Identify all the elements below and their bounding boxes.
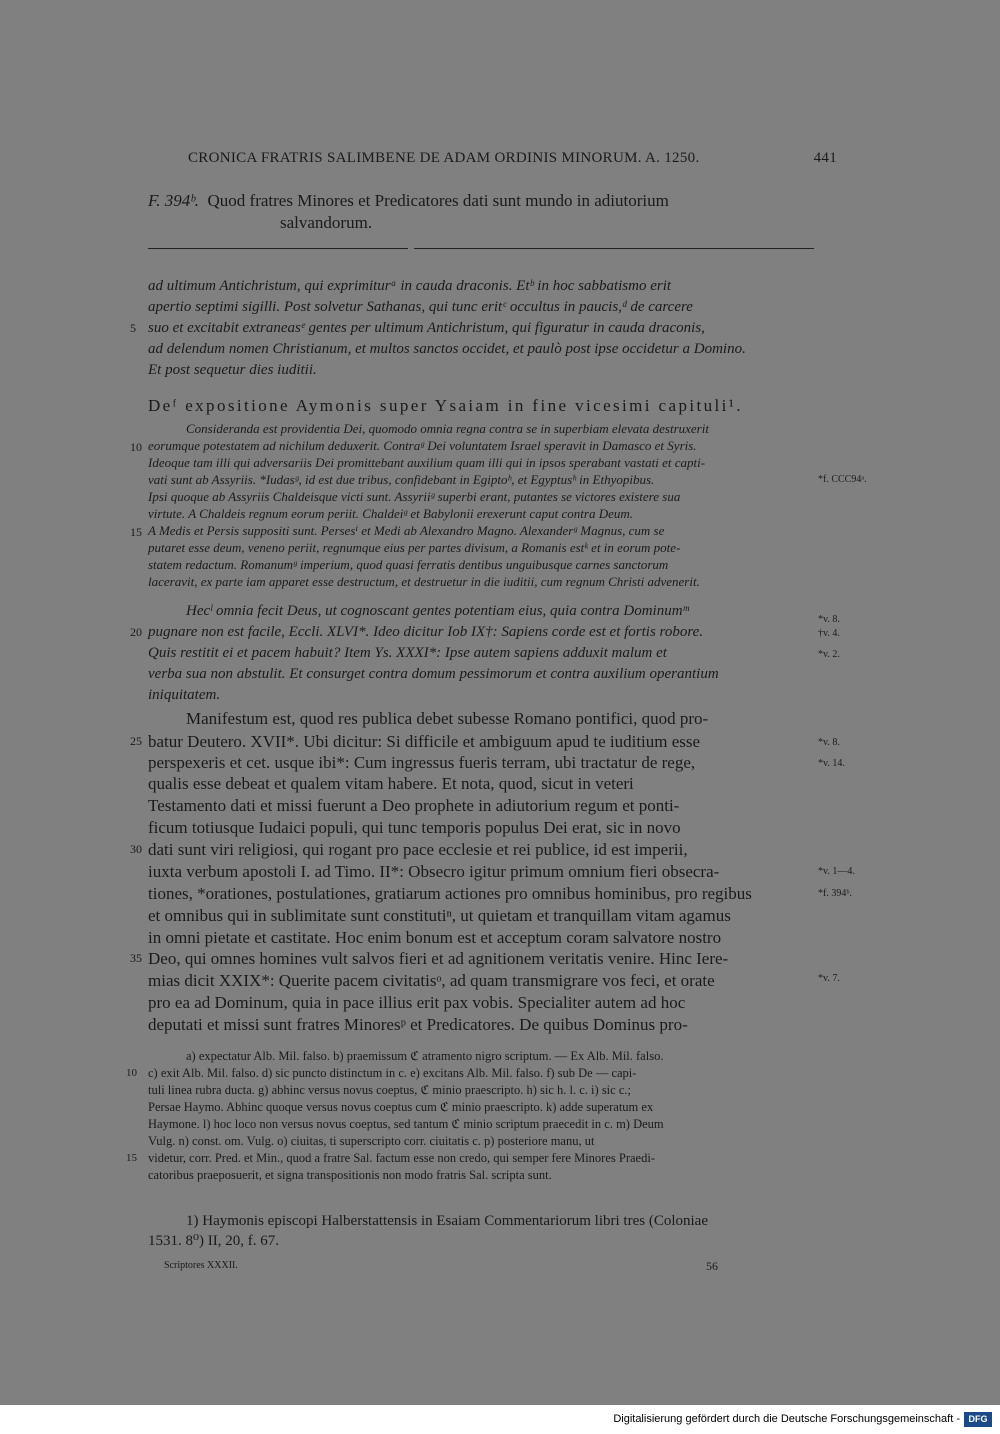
para2-line: batur Deutero. XVII*. Ubi dicitur: Si difficile et ambiguum apud te iuditium esse xyxy=(148,732,701,751)
body-line: suo et excitabit extraneasᵉ gentes per ultimum Antichristum, qui figuratur in cauda draconis, xyxy=(148,320,705,336)
line-number: 20 xyxy=(130,625,142,639)
apparatus-line: Haymone. l) hoc loco non versus novus coeptus, sed tantum ℭ minio scriptum praecedit in c. m) Deum xyxy=(148,1117,664,1131)
line-number: 10 xyxy=(130,440,142,454)
para2-line: tiones, *orationes, postulationes, gratiarum actiones pro omnibus hominibus, pro regibus xyxy=(148,884,752,903)
section-title-line1: Quod fratres Minores et Predicatores dati sunt mundo in adiutorium xyxy=(207,191,669,210)
apparatus-line: Persae Haymo. Abhinc quoque versus novus coeptus cum ℭ minio praescripto. k) adde superatum ex xyxy=(148,1100,654,1114)
para2-line: perspexeris et cet. usque ibi*: Cum ingressus fueris terram, ubi tractatur de rege, xyxy=(148,753,696,772)
body-line: ad ultimum Antichristum, qui exprimiturᵃ in cauda draconis. Etᵇ in hoc sabbatismo erit xyxy=(148,278,672,294)
apparatus-line: Vulg. n) const. om. Vulg. o) ciuitas, ti superscripto corr. ciuitatis c. p) posteriore manu, ut xyxy=(148,1134,595,1148)
funding-credit: Digitalisierung gefördert durch die Deutsche Forschungsgemeinschaft - xyxy=(613,1413,960,1425)
apparatus-line: c) exit Alb. Mil. falso. d) sic puncto distinctum in c. e) excitans Alb. Mil. falso. f) sub De — capi- xyxy=(148,1066,637,1080)
margin-ref: *v. 7. xyxy=(818,973,840,984)
line-number: 25 xyxy=(130,734,142,748)
quote-line: eorumque potestatem ad nichilum deduxerit. Contraᵍ Dei voluntatem Israel speravit in Damasco et Syris. xyxy=(148,438,697,453)
sub-heading: Deᶠ expositione Aymonis super Ysaiam in fine vicesimi capituli¹. xyxy=(148,396,743,415)
section-title xyxy=(148,190,669,211)
sheet-number: 56 xyxy=(706,1259,718,1273)
apparatus-line: videtur, corr. Pred. et Min., quod a fratre Sal. factum esse non credo, qui semper fere Minores Praedi- xyxy=(148,1151,655,1165)
apparatus-line: a) expectatur Alb. Mil. falso. b) praemissum ℭ atramento nigro scriptum. — Ex Alb. Mil. falso. xyxy=(186,1049,664,1063)
quote-line: laceravit, ex parte iam apparet esse destructum, et destruetur in die iuditii, cum regnum Christi advenerit. xyxy=(148,574,700,589)
line-number: 10 xyxy=(126,1067,137,1079)
line-number: 15 xyxy=(126,1152,137,1164)
divider-left xyxy=(148,248,408,249)
para1-line: iniquitatem. xyxy=(148,687,221,703)
margin-ref: †v. 4. xyxy=(818,628,840,639)
para2-line: et omnibus qui in sublimitate sunt constitutiⁿ, ut quietam et tranquillam vitam agamus xyxy=(148,906,731,925)
para2-line: Deo, qui omnes homines vult salvos fieri et ad agnitionem veritatis venire. Hinc Iere- xyxy=(148,949,729,968)
para2-line: in omni pietate et castitate. Hoc enim bonum est et acceptum coram salvatore nostro xyxy=(148,928,722,947)
para2-line: mias dicit XXIX*: Querite pacem civitatisᵒ, ad quam transmigrare vos feci, et orate xyxy=(148,971,715,990)
para2-line: Testamento dati et missi fuerunt a Deo prophete in adiutorium regum et ponti- xyxy=(148,796,680,815)
running-header xyxy=(188,150,837,167)
margin-ref: *v. 8. xyxy=(818,737,840,748)
para1-line: Quis restitit ei et pacem habuit? Item Ys. XXXI*: Ipse autem sapiens adduxit malum et xyxy=(148,645,667,661)
para1-line: pugnare non est facile, Eccli. XLVI*. Ideo dicitur Iob IX†: Sapiens corde est et fortis robore. xyxy=(148,624,704,640)
margin-ref: *v. 8. xyxy=(818,614,840,625)
margin-ref: *f. CCC94ᵃ. xyxy=(818,474,867,485)
quote-line: putaret esse deum, veneno periit, regnumque eius per partes divisum, a Romanis estᵏ et in eorum pote- xyxy=(148,540,681,555)
digitization-footer xyxy=(0,1405,1000,1434)
signature-mark: Scriptores XXXII. xyxy=(164,1260,238,1271)
page-number: 441 xyxy=(813,150,837,166)
body-line: apertio septimi sigilli. Post solvetur Sathanas, qui tunc eritᶜ occultus in paucis,ᵈ de carcere xyxy=(148,299,693,315)
quote-line: A Medis et Persis suppositi sunt. Persesⁱ et Medi ab Alexandro Magno. Alexanderᵍ Magnus, cum se xyxy=(148,523,665,538)
para2-line: pro ea ad Dominum, quia in pace illius erit pax vobis. Specialiter autem ad hoc xyxy=(148,993,686,1012)
para1-line: Hecˡ omnia fecit Deus, ut cognoscant gentes potentiam eius, quia contra Dominumᵐ xyxy=(186,603,689,619)
margin-ref: *f. 394ᵇ. xyxy=(818,888,852,899)
para2-line: qualis esse debeat et qualem vitam habere. Et nota, quod, sicut in veteri xyxy=(148,774,634,793)
quote-line: statem redactum. Romanumᵍ imperium, quod quasi ferratis dentibus unguibusque carnes sanctorum xyxy=(148,557,669,572)
footnote-line: 1) Haymonis episcopi Halberstattensis in Esaiam Commentariorum libri tres (Coloniae xyxy=(186,1213,708,1229)
quote-line: Ideoque tam illi qui adversariis Dei promittebant auxilium quam illi qui in ipsos sperabant vastati et capti- xyxy=(148,455,706,470)
line-number: 30 xyxy=(130,842,142,856)
line-number: 35 xyxy=(130,951,142,965)
quote-line: vati sunt ab Assyriis. *Iudasᵍ, id est due tribus, confidebant in Egiptoʰ, et Egyptusʰ in Ethyopibus. xyxy=(148,472,655,487)
footnote-line: 1531. 8⁰) II, 20, f. 67. xyxy=(148,1233,279,1249)
para2-line: iuxta verbum apostoli I. ad Timo. II*: Obsecro igitur primum omnium fieri obsecra- xyxy=(148,862,720,881)
margin-ref: *v. 2. xyxy=(818,649,840,660)
para2-line: ficum totiusque Iudaici populi, qui tunc temporis populus Dei erat, sic in novo xyxy=(148,818,681,837)
divider-right xyxy=(414,248,814,249)
body-line: Et post sequetur dies iuditii. xyxy=(148,362,317,378)
apparatus-line: tuli linea rubra ducta. g) abhinc versus novus coeptus, ℭ minio praescripto. h) sic h. l. c. i) sic c.; xyxy=(148,1083,631,1097)
margin-ref: *v. 1—4. xyxy=(818,866,855,877)
quote-line: Consideranda est providentia Dei, quomodo omnia regna contra se in superbiam elevata destruxerit xyxy=(186,421,709,436)
apparatus-line: catoribus praeposuerit, et signa transpositionis non modo fratris Sal. scripta sunt. xyxy=(148,1168,552,1182)
quote-line: Ipsi quoque ab Assyriis Chaldeisque victi sunt. Assyriiᵍ superbi erant, putantes se victores existere sua xyxy=(148,489,681,504)
margin-ref: *v. 14. xyxy=(818,758,845,769)
section-title-line2: salvandorum. xyxy=(280,213,373,232)
folio-ref: F. 394ᵇ. xyxy=(148,191,200,210)
para2-line: dati sunt viri religiosi, qui rogant pro pace ecclesie et rei publice, id est imperii, xyxy=(148,840,688,859)
line-number: 15 xyxy=(130,525,142,539)
running-title: CRONICA FRATRIS SALIMBENE DE ADAM ORDINIS MINORUM. A. 1250. xyxy=(188,150,700,166)
dfg-logo: DFG xyxy=(964,1412,992,1427)
para2-line: deputati et missi sunt fratres Minoresᵖ et Predicatores. De quibus Dominus pro- xyxy=(148,1015,688,1034)
quote-line: virtute. A Chaldeis regnum eorum periit. Chaldeiᵍ et Babylonii erexerunt caput contra Deum. xyxy=(148,506,633,521)
line-number: 5 xyxy=(130,321,136,335)
para2-line: Manifestum est, quod res publica debet subesse Romano pontifici, quod pro- xyxy=(186,709,709,728)
body-line: ad delendum nomen Christianum, et multos sanctos occidet, et paulò post ipse occidetur a Domino. xyxy=(148,341,746,357)
para1-line: verba sua non abstulit. Et consurget contra domum pessimorum et contra auxilium operantium xyxy=(148,666,719,682)
